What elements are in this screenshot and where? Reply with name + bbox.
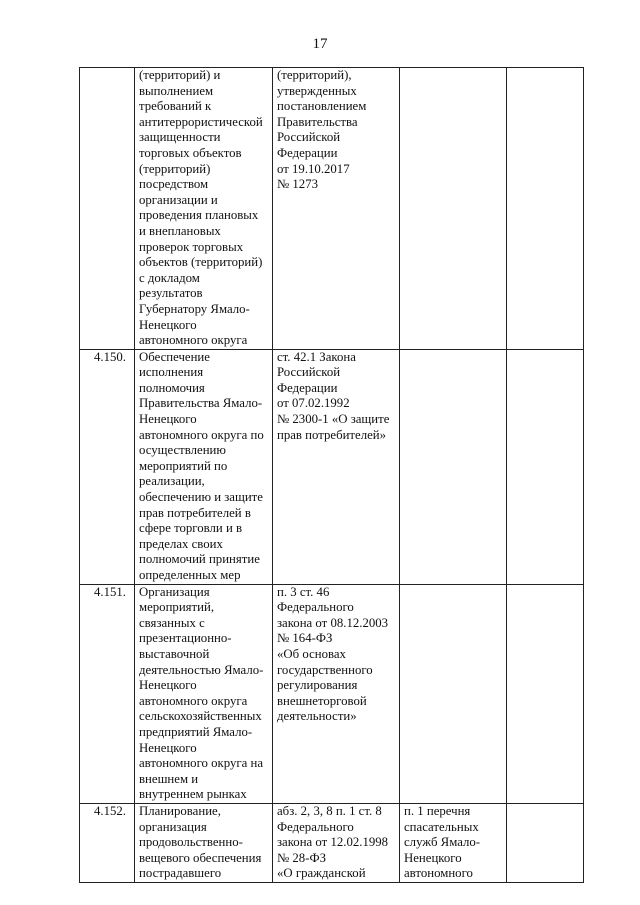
- legal-basis-cell: абз. 2, 3, 8 п. 1 ст. 8 Федерального закона от 12.02.1998 № 28-ФЗ «О гражданской: [273, 803, 400, 882]
- measure-cell: Обеспечение исполнения полномочия Правительства Ямало- Ненецкого автономного округа по осуществлению мероприятий по реализации, обеспечению и защите прав потребителей в сфере торговли и в пределах своих полномочий принятие определенных мер: [135, 349, 273, 584]
- measure-cell: (территорий) и выполнением требований к антитеррористической защищенности торговых объектов (территорий) посредством организации и проведения плановых и внеплановых проверок торговых объектов (территорий) с докладом результатов Губернатору Ямало- Ненецкого автономного округа: [135, 68, 273, 350]
- table-row: [80, 803, 584, 882]
- row-number-cell: 4.151.: [80, 584, 135, 803]
- table-row: [80, 584, 584, 803]
- last-cell: [507, 584, 584, 803]
- row-number-cell: [80, 68, 135, 350]
- page-number: 17: [312, 36, 328, 52]
- measure-cell: Планирование, организация продовольственно- вещевого обеспечения пострадавшего: [135, 803, 273, 882]
- row-number-cell: 4.152.: [80, 803, 135, 882]
- measure-cell: Организация мероприятий, связанных с презентационно- выставочной деятельностью Ямало- Ненецкого автономного округа сельскохозяйственных предприятий Ямало- Ненецкого автономного округа на внешнем и внутреннем рынках: [135, 584, 273, 803]
- row-number-cell: 4.150.: [80, 349, 135, 584]
- legal-basis-cell: (территорий), утвержденных постановлением Правительства Российской Федерации от 19.10.2017 № 1273: [273, 68, 400, 350]
- last-cell: [507, 68, 584, 350]
- extra-basis-cell: п. 1 перечня спасательных служб Ямало- Ненецкого автономного: [400, 803, 507, 882]
- extra-basis-cell: [400, 68, 507, 350]
- table-row: [80, 349, 584, 584]
- last-cell: [507, 349, 584, 584]
- last-cell: [507, 803, 584, 882]
- legal-basis-cell: ст. 42.1 Закона Российской Федерации от 07.02.1992 № 2300-1 «О защите прав потребителей»: [273, 349, 400, 584]
- extra-basis-cell: [400, 349, 507, 584]
- table-row: [80, 68, 584, 350]
- regulation-table: [79, 67, 584, 883]
- legal-basis-cell: п. 3 ст. 46 Федерального закона от 08.12.2003 № 164-ФЗ «Об основах государственного регулирования внешнеторговой деятельности»: [273, 584, 400, 803]
- extra-basis-cell: [400, 584, 507, 803]
